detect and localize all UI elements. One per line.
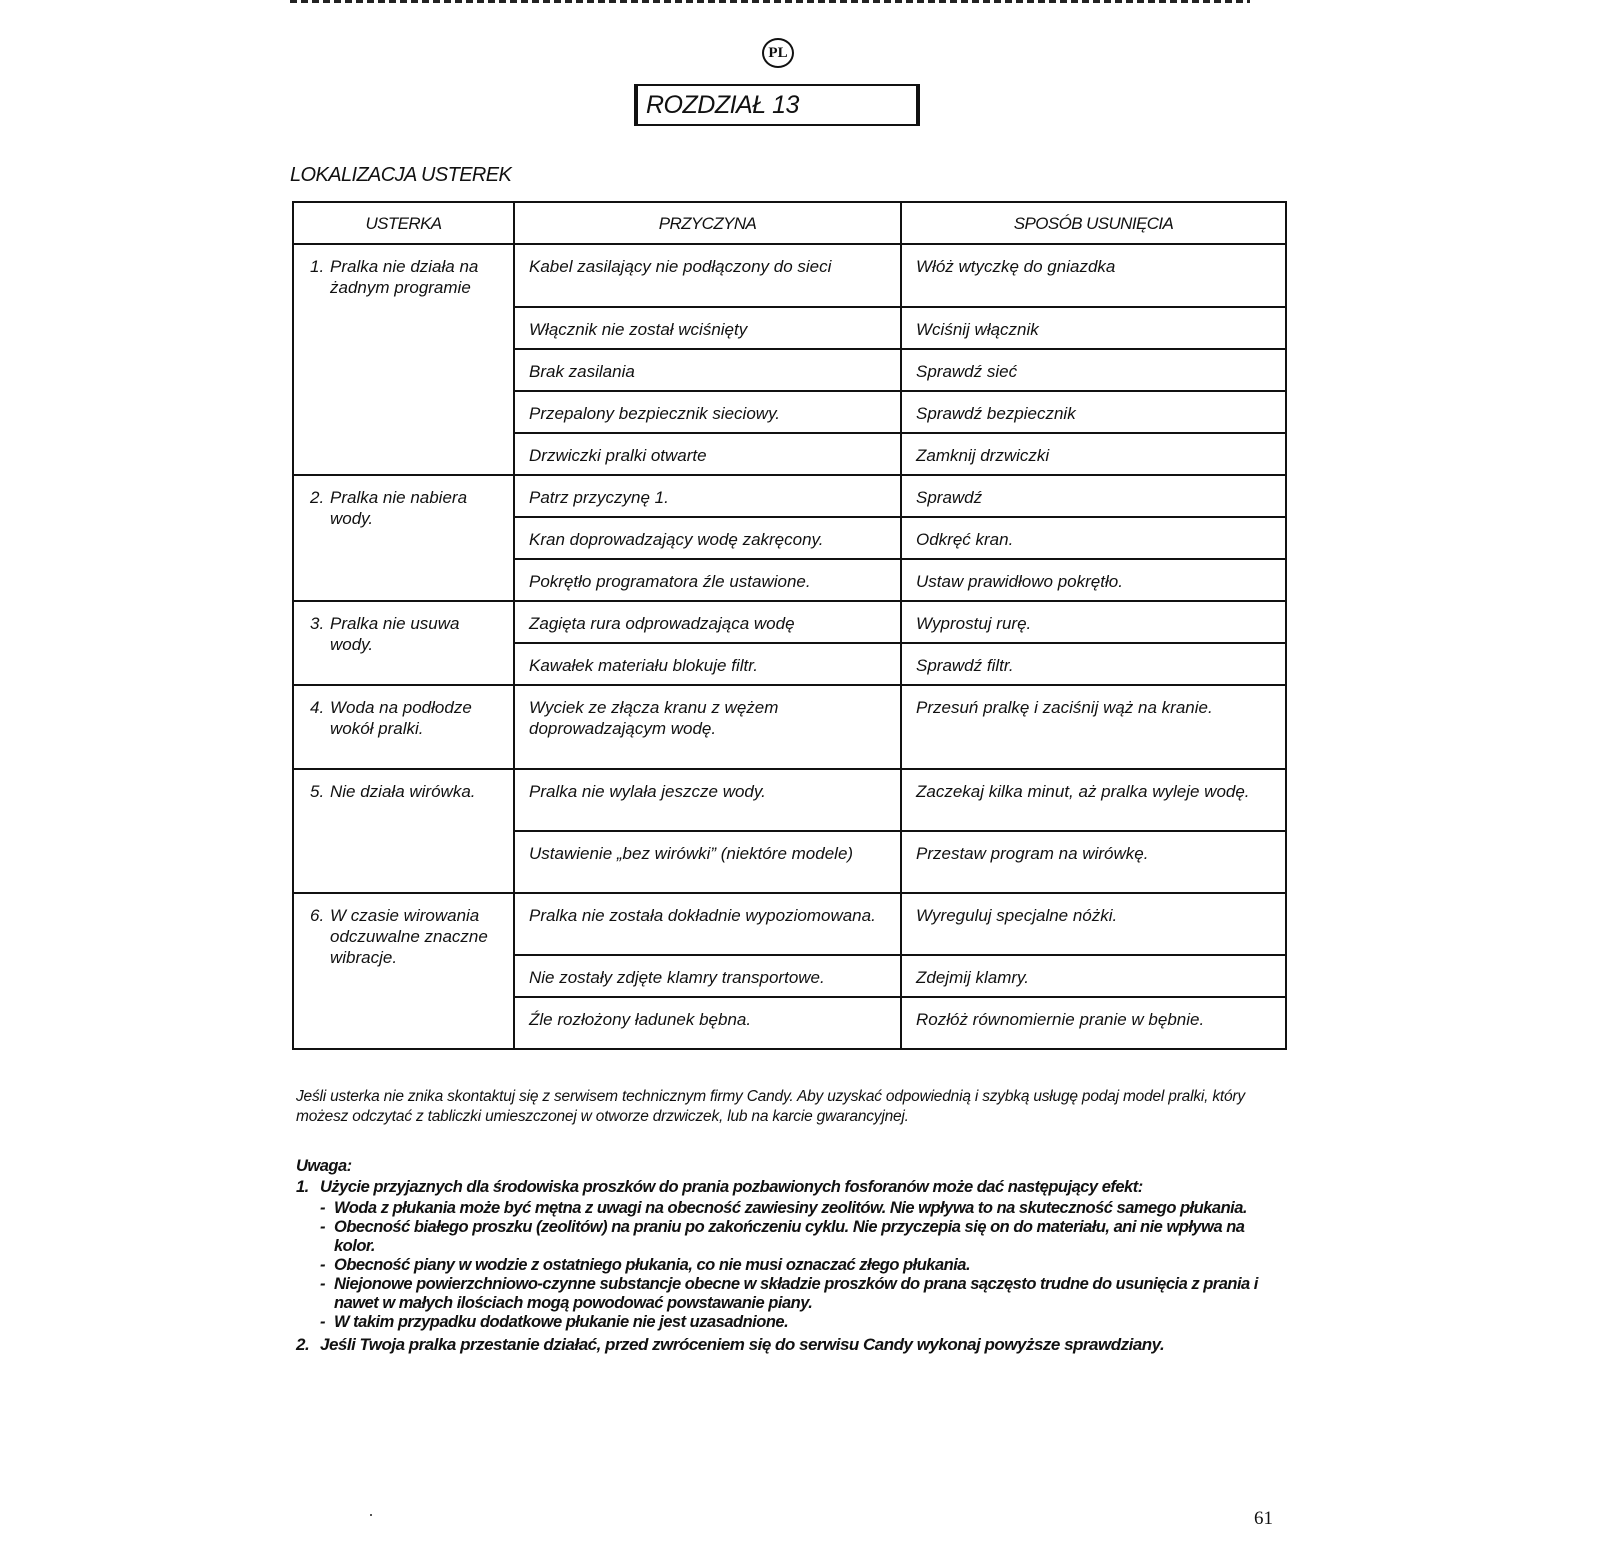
remedy-cell: Sprawdź sieć xyxy=(901,349,1286,391)
note-bullet-list xyxy=(320,1199,1286,1332)
remedy-cell: Sprawdź filtr. xyxy=(901,643,1286,685)
note-item-1 xyxy=(296,1178,1286,1332)
fault-description: Woda na podłodze wokół pralki. xyxy=(330,698,472,738)
bullet-text: W takim przypadku dodatkowe płukanie nie jest uzasadnione. xyxy=(334,1313,789,1331)
fault-description: Pralka nie usuwa wody. xyxy=(330,614,460,654)
cause-cell: Kran doprowadzający wodę zakręcony. xyxy=(514,517,901,559)
cause-cell: Drzwiczki pralki otwarte xyxy=(514,433,901,475)
fault-number: 3. xyxy=(310,614,325,633)
remedy-cell: Zaczekaj kilka minut, aż pralka wyleje wodę. xyxy=(901,769,1286,831)
fault-description: Pralka nie nabiera wody. xyxy=(330,488,468,528)
fault-number: 1. xyxy=(310,257,325,276)
bullet-text: Niejonowe powierzchniowo-czynne substancje obecne w składzie proszków do prana sączęsto trudne do usunięcia z prania i nawet w małych ilościach mogą powodować powstawanie piany. xyxy=(334,1275,1258,1312)
cause-cell: Brak zasilania xyxy=(514,349,901,391)
fault-number: 2. xyxy=(310,488,325,507)
fault-cell xyxy=(293,769,514,893)
remedy-cell: Zdejmij klamry. xyxy=(901,955,1286,997)
language-badge: PL xyxy=(762,38,794,68)
remedy-cell: Wyreguluj specjalne nóżki. xyxy=(901,893,1286,955)
remedy-cell: Przestaw program na wirówkę. xyxy=(901,831,1286,893)
fault-cell xyxy=(293,685,514,769)
troubleshooting-table xyxy=(292,201,1287,1050)
notes-section xyxy=(296,1157,1286,1354)
note-body xyxy=(320,1178,1286,1332)
remedy-cell: Sprawdź xyxy=(901,475,1286,517)
table-row xyxy=(293,893,1286,955)
cause-cell: Ustawienie „bez wirówki” (niektóre modele) xyxy=(514,831,901,893)
cause-cell: Włącznik nie został wciśnięty xyxy=(514,307,901,349)
cause-cell: Pralka nie została dokładnie wypoziomowana. xyxy=(514,893,901,955)
note-item-2 xyxy=(296,1335,1286,1354)
list-item: - Obecność białego proszku (zeolitów) na praniu po zakończeniu cyklu. Nie przyczepia się on do materiału, ani nie wpływa na kolor. xyxy=(320,1218,1286,1256)
page-number: 61 xyxy=(1254,1508,1273,1529)
cause-cell: Kawałek materiału blokuje filtr. xyxy=(514,643,901,685)
table-row xyxy=(293,601,1286,643)
cause-cell: Zagięta rura odprowadzająca wodę xyxy=(514,601,901,643)
cause-cell: Wyciek ze złącza kranu z wężem doprowadzającym wodę. xyxy=(514,685,901,769)
cause-cell: Kabel zasilający nie podłączony do sieci xyxy=(514,244,901,307)
fault-description: Nie działa wirówka. xyxy=(330,782,476,801)
list-item: - Obecność piany w wodzie z ostatniego płukania, co nie musi oznaczać złego płukania. xyxy=(320,1256,971,1274)
list-item: - Niejonowe powierzchniowo-czynne substancje obecne w składzie proszków do prana sączęsto trudne do usunięcia z prania i nawet w małych ilościach mogą powodować powstawanie piany. xyxy=(320,1275,1286,1313)
remedy-cell: Włóż wtyczkę do gniazdka xyxy=(901,244,1286,307)
note-text: Użycie przyjaznych dla środowiska proszków do prania pozbawionych fosforanów może dać następujący efekt: xyxy=(320,1178,1143,1196)
list-item: - Woda z płukania może być mętna z uwagi na obecność zawiesiny zeolitów. Nie wpływa to na skuteczność samego płukania. xyxy=(320,1199,1247,1217)
remedy-cell: Sprawdź bezpiecznik xyxy=(901,391,1286,433)
remedy-cell: Wciśnij włącznik xyxy=(901,307,1286,349)
table-row xyxy=(293,475,1286,517)
fault-cell xyxy=(293,475,514,601)
note-text: Jeśli Twoja pralka przestanie działać, przed zwróceniem się do serwisu Candy wykonaj powyższe sprawdziany. xyxy=(320,1335,1165,1354)
remedy-cell: Rozłóż równomiernie pranie w bębnie. xyxy=(901,997,1286,1049)
remedy-cell: Ustaw prawidłowo pokrętło. xyxy=(901,559,1286,601)
table-row xyxy=(293,769,1286,831)
bullet-text: Obecność białego proszku (zeolitów) na praniu po zakończeniu cyklu. Nie przyczepia się on do materiału, ani nie wpływa na kolor. xyxy=(334,1218,1245,1255)
remedy-cell: Przesuń pralkę i zaciśnij wąż na kranie. xyxy=(901,685,1286,769)
fault-cell xyxy=(293,244,514,475)
section-title: LOKALIZACJA USTEREK xyxy=(290,164,512,186)
remedy-cell: Odkręć kran. xyxy=(901,517,1286,559)
table-row xyxy=(293,685,1286,769)
cause-cell: Nie zostały zdjęte klamry transportowe. xyxy=(514,955,901,997)
scan-speck xyxy=(370,1514,372,1516)
remedy-cell: Wyprostuj rurę. xyxy=(901,601,1286,643)
fault-cell xyxy=(293,893,514,1049)
fault-number: 6. xyxy=(310,906,325,925)
cause-cell: Patrz przyczynę 1. xyxy=(514,475,901,517)
fault-description: Pralka nie działa na żadnym programie xyxy=(330,257,479,297)
column-header-fault: USTERKA xyxy=(293,202,514,244)
note-number: 1. xyxy=(296,1178,309,1196)
list-item: - W takim przypadku dodatkowe płukanie nie jest uzasadnione. xyxy=(320,1313,789,1331)
cause-cell: Źle rozłożony ładunek bębna. xyxy=(514,997,901,1049)
notes-heading: Uwaga: xyxy=(296,1157,352,1175)
cause-cell: Pralka nie wylała jeszcze wody. xyxy=(514,769,901,831)
column-header-cause: PRZYCZYNA xyxy=(514,202,901,244)
header-rule xyxy=(290,0,1250,3)
fault-description: W czasie wirowania odczuwalne znaczne wibracje. xyxy=(330,906,488,967)
cause-cell: Przepalony bezpiecznik sieciowy. xyxy=(514,391,901,433)
fault-number: 5. xyxy=(310,782,325,801)
note-number: 2. xyxy=(296,1335,310,1354)
table-header-row xyxy=(293,202,1286,244)
service-info-paragraph: Jeśli usterka nie znika skontaktuj się z serwisem technicznym firmy Candy. Aby uzyskać odpowiednią i szybką usługę podaj model pralki, który możesz odczytać z tabliczki umieszczonej w otworze drzwiczek, lub na karcie gwarancyjnej. xyxy=(296,1088,1245,1125)
bullet-text: Obecność piany w wodzie z ostatniego płukania, co nie musi oznaczać złego płukania. xyxy=(334,1256,971,1274)
fault-number: 4. xyxy=(310,698,325,717)
bullet-text: Woda z płukania może być mętna z uwagi na obecność zawiesiny zeolitów. Nie wpływa to na skuteczność samego płukania. xyxy=(334,1199,1247,1217)
fault-cell xyxy=(293,601,514,685)
chapter-heading: ROZDZIAŁ 13 xyxy=(634,84,920,126)
column-header-remedy: SPOSÓB USUNIĘCIA xyxy=(901,202,1286,244)
remedy-cell: Zamknij drzwiczki xyxy=(901,433,1286,475)
cause-cell: Pokrętło programatora źle ustawione. xyxy=(514,559,901,601)
table-row xyxy=(293,244,1286,307)
